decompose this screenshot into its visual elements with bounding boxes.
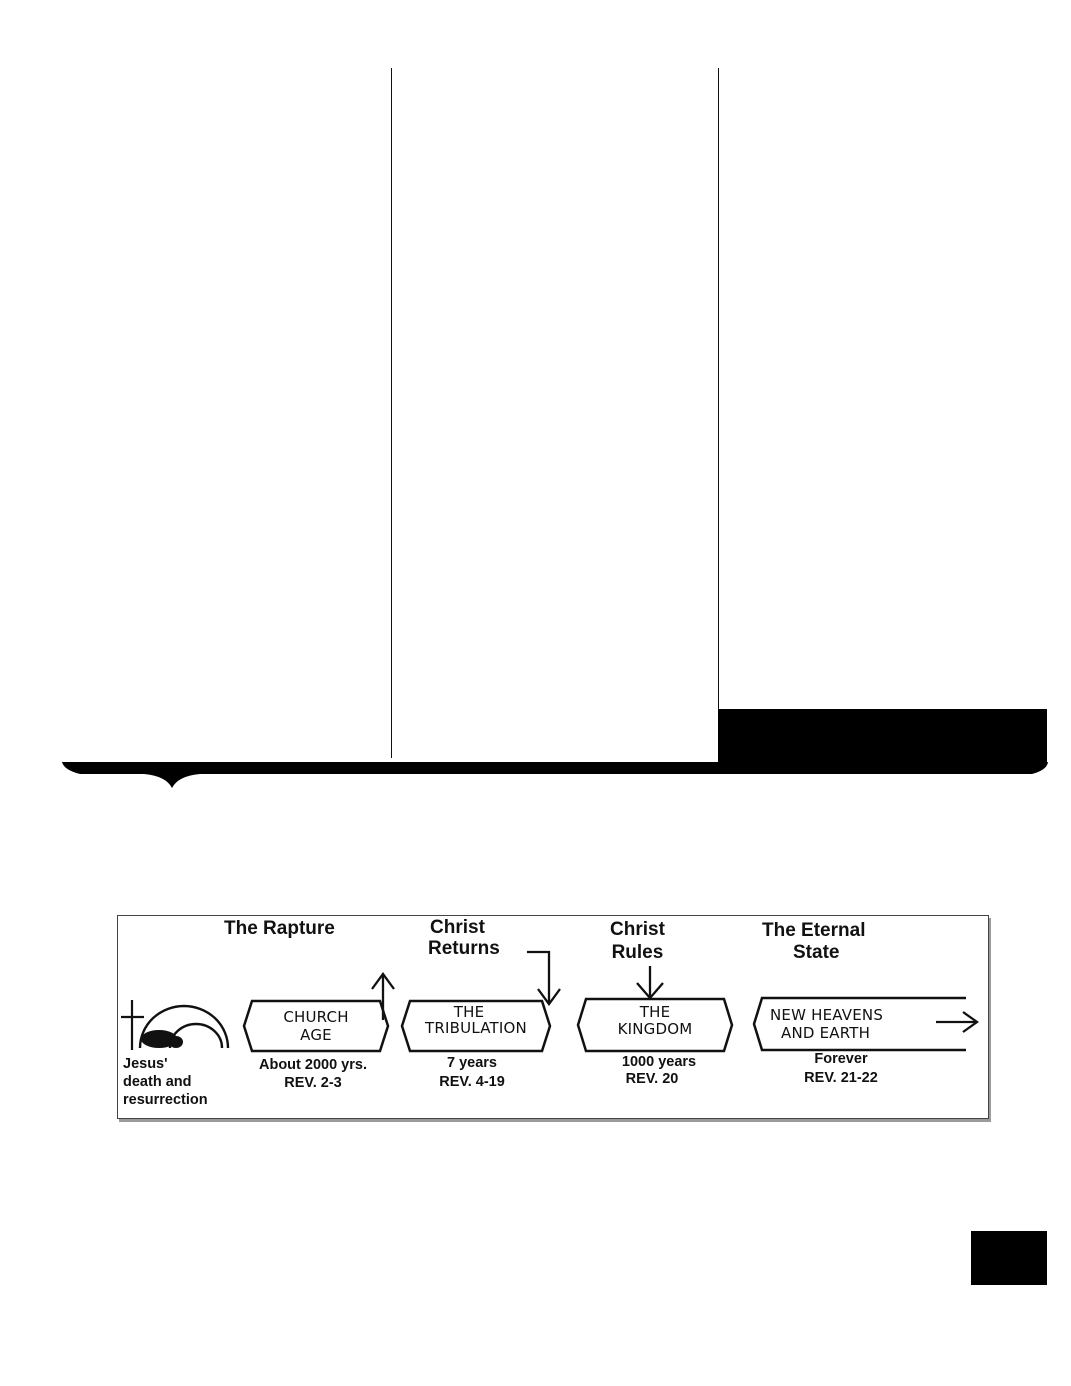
- kingdom-caption: [586, 1054, 732, 1088]
- column-divider-left: [391, 68, 392, 758]
- christ-returns-line2: Returns: [428, 938, 500, 959]
- church-age-name-line1: CHURCH: [283, 1008, 349, 1026]
- kingdom-name-line2: KINGDOM: [617, 1020, 693, 1038]
- rapture-label: The Rapture: [224, 918, 335, 939]
- new-heavens-caption: [766, 1050, 916, 1088]
- church-age-caption: [238, 1056, 388, 1092]
- christ-rules-line2: Rules: [611, 942, 664, 963]
- christ-rules-line1: Christ: [610, 919, 665, 940]
- tribulation-name: [402, 1004, 550, 1036]
- jesus-caption-line3: resurrection: [123, 1092, 208, 1109]
- christ-returns-label: [428, 917, 500, 959]
- end-times-timeline: [117, 915, 989, 1119]
- tribulation-duration: 7 years: [447, 1055, 497, 1071]
- tribulation-caption: [402, 1054, 542, 1092]
- eternal-state-label: [762, 920, 865, 964]
- new-heavens-duration: Forever: [814, 1051, 868, 1067]
- jesus-caption-line1: Jesus': [123, 1056, 168, 1072]
- kingdom-reference: REV. 20: [625, 1071, 679, 1087]
- kingdom-name-line1: THE: [639, 1003, 671, 1021]
- curly-brace-bar: [60, 752, 1050, 794]
- church-age-duration: About 2000 yrs.: [259, 1057, 367, 1073]
- right-arrow-icon: [936, 1012, 977, 1032]
- kingdom-duration: 1000 years: [621, 1054, 697, 1070]
- down-arrow-icon: [637, 966, 663, 998]
- christ-rules-label: [610, 918, 665, 964]
- new-heavens-name: [763, 1006, 921, 1042]
- church-age-reference: REV. 2-3: [284, 1075, 342, 1091]
- tribulation-name-line2: TRIBULATION: [425, 1019, 527, 1037]
- tribulation-reference: REV. 4-19: [439, 1074, 505, 1090]
- church-age-name-line2: AGE: [300, 1026, 332, 1044]
- eternal-state-line1: The Eternal: [762, 920, 866, 941]
- down-arrow-icon: [527, 952, 560, 1004]
- kingdom-name: [578, 1004, 732, 1038]
- jesus-death-caption: [123, 1055, 208, 1109]
- column-divider-right: [718, 68, 719, 712]
- jesus-caption-line2: death and: [123, 1074, 192, 1091]
- new-heavens-name-line1: NEW HEAVENS: [770, 1006, 884, 1024]
- page-corner-tab: [971, 1231, 1047, 1285]
- church-age-name: [254, 1008, 378, 1044]
- new-heavens-name-line2: AND EARTH: [781, 1024, 871, 1042]
- eternal-state-line2: State: [793, 942, 840, 963]
- new-heavens-reference: REV. 21-22: [804, 1070, 878, 1086]
- christ-returns-line1: Christ: [430, 917, 485, 938]
- tribulation-name-line1: THE: [453, 1003, 485, 1021]
